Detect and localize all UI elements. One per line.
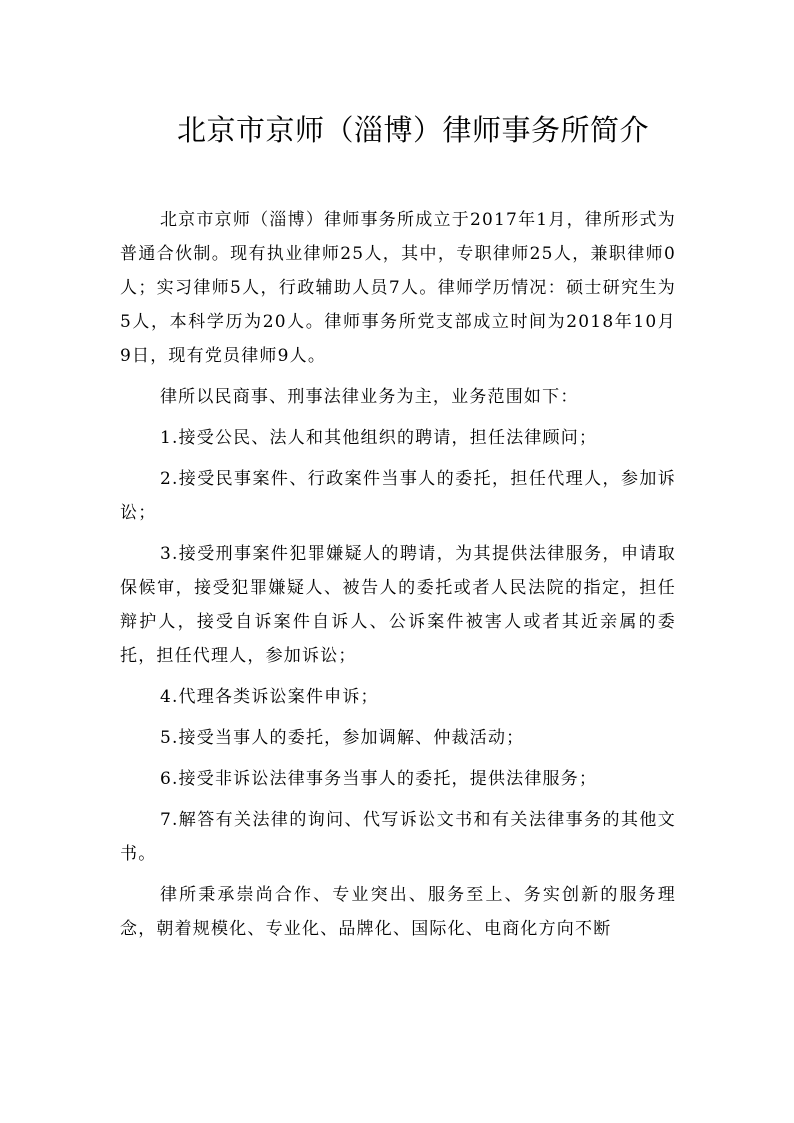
list-item-4: 4.代理各类诉讼案件申诉；	[159, 687, 379, 707]
paragraph-intro: 北京市京师（淄博）律师事务所成立于2017年1月，律所形式为普通合伙制。现有执业律师25人，其中，专职律师25人，兼职律师0人；实习律师5人，行政辅助人员7人。律师学历情况：硕士研究生为5人，本科学历为20人。律师事务所党支部成立时间为2018年10月9日，现有党员律师9人。	[120, 210, 676, 366]
list-item-1: 1.接受公民、法人和其他组织的聘请，担任法律顾问；	[159, 428, 598, 448]
list-item-7: 7.解答有关法律的询问、代写诉讼文书和有关法律事务的其他文书。	[120, 810, 676, 864]
list-item-2: 2.接受民事案件、行政案件当事人的委托，担任代理人，参加诉讼；	[120, 469, 676, 523]
document-body	[120, 203, 676, 953]
paragraph-business-scope: 律所以民商事、刑事法律业务为主，业务范围如下：	[159, 387, 579, 407]
document-title: 北京市京师（淄博）律师事务所简介	[176, 113, 649, 147]
list-item-3: 3.接受刑事案件犯罪嫌疑人的聘请，为其提供法律服务，申请取保候审，接受犯罪嫌疑人、被告人的委托或者人民法院的指定，担任辩护人，接受自诉案件自诉人、公诉案件被害人或者其近亲属的委托，担任代理人，参加诉讼；	[120, 544, 676, 666]
list-item-6: 6.接受非诉讼法律事务当事人的委托，提供法律服务；	[159, 769, 598, 789]
list-item-5: 5.接受当事人的委托，参加调解、仲裁活动；	[159, 728, 525, 748]
paragraph-philosophy: 律所秉承崇尚合作、专业突出、服务至上、务实创新的服务理念，朝着规模化、专业化、品牌化、国际化、电商化方向不断	[120, 885, 676, 939]
